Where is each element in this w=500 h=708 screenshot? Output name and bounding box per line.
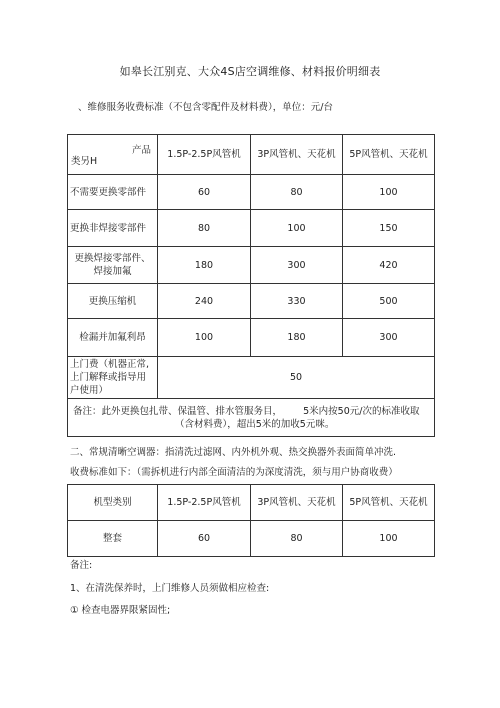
- checklist-line: 1、在清洗保养时，上门维修人员须做相应检查:: [70, 583, 270, 594]
- section1-heading: 、维修服务收费标准（不包含零配件及材料费），单位：元/台: [78, 102, 333, 113]
- page-title: 如皋长江别克、大众4S店空调维修、材料报价明细表: [119, 65, 381, 78]
- table-cell: 60: [158, 175, 251, 210]
- row-label: 更换压缩机: [68, 284, 158, 319]
- table-header-row: [68, 485, 435, 521]
- column-header: 机型类别: [68, 485, 158, 521]
- table-cell: 300: [343, 319, 435, 357]
- table-cell: 180: [251, 319, 343, 357]
- row-label: 检漏并加氟利昂: [68, 319, 158, 357]
- table-cell: 100: [343, 175, 435, 210]
- repair-price-table: [67, 134, 435, 437]
- table-cell: 100: [158, 319, 251, 357]
- row-label: 更换非焊接零部件: [68, 210, 158, 247]
- table-cell: 330: [251, 284, 343, 319]
- table-cell: 50: [158, 357, 435, 399]
- table-note: [68, 399, 435, 437]
- table-row: [68, 357, 435, 399]
- table-cell: 60: [158, 521, 251, 557]
- column-header: 5P风管机、天花机: [343, 135, 435, 175]
- table-cell: 100: [251, 210, 343, 247]
- table-cell: 420: [343, 247, 435, 284]
- row-label: 整套: [68, 521, 158, 557]
- table-cell: 80: [158, 210, 251, 247]
- note-line: 备注：此外更换包扎带、保温管、排水管服务目， 5米内按50元/次的标准收取: [73, 405, 420, 417]
- cleaning-price-table: [67, 484, 435, 557]
- row-label: 更换焊接零部件、焊接加氟: [68, 247, 158, 284]
- column-header: 1.5P-2.5P风管机: [158, 135, 251, 175]
- table-cell: 500: [343, 284, 435, 319]
- row-label: 上门费（机器正常,上门解释或指导用户使用）: [68, 357, 158, 399]
- column-header: 3P风管机、天花机: [251, 485, 343, 521]
- table-row: [68, 247, 435, 284]
- table-row: [68, 284, 435, 319]
- table-cell: 240: [158, 284, 251, 319]
- corner-cell: [68, 135, 158, 175]
- table-row: [68, 521, 435, 557]
- note-line: （含材料费），超出5米的加收5元咪。: [175, 418, 335, 430]
- checklist-line: ① 检查电器界限紧固性;: [70, 605, 171, 616]
- corner-top-label: 产品: [131, 145, 151, 156]
- table-row: [68, 319, 435, 357]
- table-header-row: [68, 135, 435, 175]
- table-cell: 300: [251, 247, 343, 284]
- table-cell: 150: [343, 210, 435, 247]
- section2-heading: 二、常规清晰空调器：指清洗过滤网、内外机外观、热交换器外表面简单冲洗.: [70, 447, 397, 458]
- section2-fee: 收费标准如下：（需拆机进行内部全面清洁的为深度清洗，须与用户协商收费）: [70, 467, 398, 478]
- table-cell: 180: [158, 247, 251, 284]
- column-header: 5P风管机、天花机: [343, 485, 435, 521]
- table-row: [68, 175, 435, 210]
- corner-bottom-label: 类另H: [71, 156, 98, 167]
- table-cell: 80: [251, 175, 343, 210]
- table-cell: 80: [251, 521, 343, 557]
- table-cell: 100: [343, 521, 435, 557]
- row-label: 不需要更换零部件: [68, 175, 158, 210]
- table-row: [68, 210, 435, 247]
- note2: 备注:: [70, 560, 93, 571]
- column-header: 3P风管机、天花机: [251, 135, 343, 175]
- column-header: 1.5P-2.5P风管机: [158, 485, 251, 521]
- table-note-row: [68, 399, 435, 437]
